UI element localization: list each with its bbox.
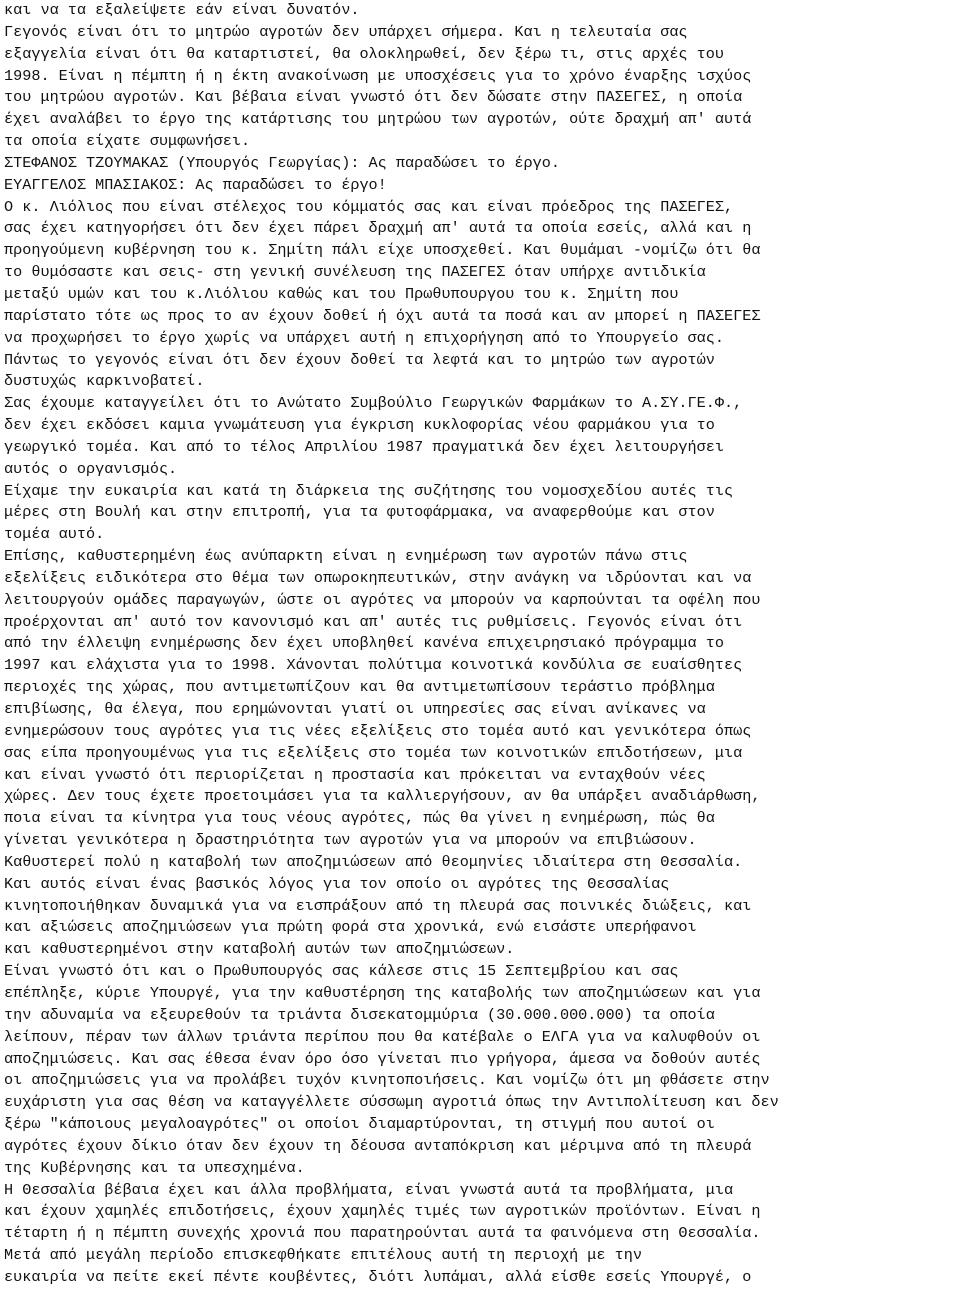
text-line: Είναι γνωστό ότι και ο Πρωθυπουργός σας κάλεσε στις 15 Σεπτεμβρίου και σας [4, 962, 679, 981]
text-line: χώρες. Δεν τους έχετε προετοιμάσει για τα καλλιεργήσουν, αν θα υπάρξει αναδιάρθωση, [4, 787, 761, 806]
text-line: να προχωρήσει το έργο χωρίς να υπάρχει αυτή η επιχορήγηση από το Υπουργείο σας. [4, 328, 725, 347]
document-page [4, 0, 958, 1289]
text-line: μεταξύ υμών και του κ.Λιόλιου καθώς και του Πρωθυπουργου του κ. Σημίτη που [4, 284, 679, 303]
text-line: από την έλλειψη ενημέρωσης δεν έχει υποβληθεί κανένα επιχειρησιακό πρόγραμμα το [4, 634, 725, 653]
text-line: και να τα εξαλείψετε εάν είναι δυνατόν. [4, 1, 360, 19]
text-line: λειτουργούν ομάδες παραγωγών, ώστε οι αγρότες να μπορούν να καρπούνται τα οφέλη που [4, 590, 761, 609]
text-line: Η Θεσσαλία βέβαια έχει και άλλα προβλήματα, είναι γνωστά αυτά τα προβλήματα, μια [4, 1180, 734, 1199]
text-line: τα οποία είχατε συμφωνήσει. [4, 132, 251, 151]
text-line: ευχάριστη για σας θέση να καταγγέλλετε σύσσωμη αγροτιά όπως την Αντιπολίτευση και δεν [4, 1093, 779, 1112]
text-line: αγρότες έχουν δίκιο όταν δεν έχουν τη δέουσα ανταπόκριση και μέριμνα από τη πλευρά [4, 1136, 752, 1155]
text-line: Σας έχουμε καταγγείλει ότι το Ανώτατο Συμβούλιο Γεωργικών Φαρμάκων το Α.ΣΥ.ΓΕ.Φ., [4, 394, 743, 413]
text-line: δυστυχώς καρκινοβατεί. [4, 372, 205, 391]
text-line: οι αποζημιώσεις για να προλάβει τυχόν κινητοποιήσεις. Και νομίζω ότι μη φθάσετε στην [4, 1071, 770, 1090]
text-line: επέπληξε, κύριε Υπουργέ, για την καθυστέρηση της καταβολής των αποζημιώσεων και για [4, 983, 761, 1002]
text-line: προηγούμενη κυβέρνηση του κ. Σημίτη πάλι είχε υποσχεθεί. Και θυμάμαι -νομίζω ότι θα [4, 241, 761, 260]
text-line: γεωργικό τομέα. Και από το τέλος Απριλίου 1987 πραγματικά δεν έχει λειτουργήσει [4, 437, 725, 456]
text-line: Και αυτός είναι ένας βασικός λόγος για τον οποίο οι αγρότες της Θεσσαλίας [4, 874, 670, 893]
text-line: και αξιώσεις αποζημιώσεων για πρώτη φορά στα χρονικά, ενώ εισάστε υπερήφανοι [4, 918, 697, 937]
text-line: δεν έχει εκδόσει καμια γνωμάτευση για έγκριση κυκλοφορίας νέου φαρμάκου για το [4, 416, 715, 435]
text-line: και έχουν χαμηλές επιδοτήσεις, έχουν χαμηλές τιμές των αγροτικών προϊόντων. Είναι η [4, 1202, 761, 1221]
text-line: Καθυστερεί πολύ η καταβολή των αποζημιώσεων από θεομηνίες ιδιαίτερα στη Θεσσαλία. [4, 852, 743, 871]
text-line: σας έχει κατηγορήσει ότι δεν έχει πάρει δραχμή απ' αυτά τα οποία εσείς, αλλά και η [4, 219, 752, 238]
text-line: Επίσης, καθυστερημένη έως ανύπαρκτη είναι η ενημέρωση των αγροτών πάνω στις [4, 547, 688, 566]
text-line: του μητρώου αγροτών. Και βέβαια είναι γνωστό ότι δεν δώσατε στην ΠΑΣΕΓΕΣ, η οποία [4, 88, 743, 107]
text-line: ποια είναι τα κίνητρα για τους νέους αγρότες, πώς θα γίνει η ενημέρωση, πώς θα [4, 809, 715, 828]
text-line: ενημερώσουν τους αγρότες για τις νέες εξελίξεις στο τομέα αυτό και γενικότερα όπως [4, 721, 752, 740]
text-line: Γεγονός είναι ότι το μητρώο αγροτών δεν υπάρχει σήμερα. Και η τελευταία σας [4, 22, 688, 41]
text-line: Είχαμε την ευκαιρία και κατά τη διάρκεια της συζήτησης του νομοσχεδίου αυτές τις [4, 481, 734, 500]
text-line: 1997 και ελάχιστα για το 1998. Χάνονται πολύτιμα κοινοτικά κονδύλια σε ευαίσθητες [4, 656, 743, 675]
text-line: ευκαιρία να πείτε εκεί πέντε κουβέντες, διότι λυπάμαι, αλλά είσθε εσείς Υπουργέ, ο [4, 1267, 752, 1286]
text-line: εξελίξεις ειδικότερα στο θέμα των οπωροκηπευτικών, στην ανάγκη να ιδρύονται και να [4, 568, 752, 587]
text-line: το θυμόσαστε και σεις- στη γενική συνέλευση της ΠΑΣΕΓΕΣ όταν υπήρχε αντιδικία [4, 263, 706, 282]
text-line: επιβίωσης, θα έλεγα, που ερημώνονται γιατί οι υπηρεσίες σας είναι ανίκανες να [4, 700, 706, 718]
text-line: περιοχές της χώρας, που αντιμετωπίζουν και θα αντιμετωπίσουν τεράστιο πρόβλημα [4, 678, 715, 697]
text-line: Πάντως το γεγονός είναι ότι δεν έχουν δοθεί τα λεφτά και το μητρώο των αγροτών [4, 350, 715, 369]
text-line: σας είπα προηγουμένως για τις εξελίξεις στο τομέα των κοινοτικών επιδοτήσεων, μια [4, 743, 743, 762]
text-line: και είναι γνωστό ότι περιορίζεται η προστασία και πρόκειται να ενταχθούν νέες [4, 765, 706, 784]
text-line: τέταρτη ή η πέμπτη συνεχής χρονιά που παρατηρούνται αυτά τα φαινόμενα στη Θεσσαλία. [4, 1224, 761, 1243]
text-line: Ο κ. Λιόλιος που είναι στέλεχος του κόμματός σας και είναι πρόεδρος της ΠΑΣΕΓΕΣ, [4, 197, 734, 216]
text-line: ξέρω "κάποιους μεγαλοαγρότες" οι οποίοι διαμαρτύρονται, τη στιγμή που αυτοί οι [4, 1115, 715, 1134]
text-line: την αδυναμία να εξευρεθούν τα τριάντα δισεκατομμύρια (30.000.000.000) τα οποία [4, 1005, 715, 1024]
text-line: αποζημιώσεις. Και σας έθεσα έναν όρο όσο γίνεται πιο γρήγορα, άμεσα να δοθούν αυτές [4, 1049, 761, 1068]
text-line: της Κυβέρνησης και τα υπεσχημένα. [4, 1158, 305, 1177]
text-line: κινητοποιήθηκαν δυναμικά για να εισπράξουν από τη πλευρά σας ποινικές διώξεις, και [4, 896, 752, 915]
text-line: μέρες στη Βουλή και στην επιτροπή, για τα φυτοφάρμακα, να αναφερθούμε και στον [4, 503, 715, 522]
text-line: έχει αναλάβει το έργο της κατάρτισης του μητρώου των αγροτών, ούτε δραχμή απ' αυτά [4, 110, 752, 129]
text-line: Μετά από μεγάλη περίοδο επισκεφθήκατε επιτέλους αυτή τη περιοχή με την [4, 1246, 642, 1265]
text-line: 1998. Είναι η πέμπτη ή η έκτη ανακοίνωση με υποσχέσεις για το χρόνο έναρξης ισχύος [4, 66, 752, 85]
text-line: και καθυστερημένοι στην καταβολή αυτών των αποζημιώσεων. [4, 940, 515, 959]
text-line: λείπουν, πέραν των άλλων τριάντα περίπου που θα κατέβαλε ο ΕΛΓΑ για να καλυφθούν οι [4, 1027, 761, 1046]
text-line: εξαγγελία είναι ότι θα καταρτιστεί, θα ολοκληρωθεί, δεν ξέρω τι, στις αρχές του [4, 44, 725, 63]
text-line: γίνεται γενικότερα η δραστηριότητα των αγροτών για να μπορούν να επιβιώσουν. [4, 831, 697, 850]
text-line: τομέα αυτό. [4, 525, 105, 544]
text-line: παρίστατο τότε ως προς το αν έχουν δοθεί ή όχι αυτά τα ποσά και αν μπορεί η ΠΑΣΕΓΕΣ [4, 306, 761, 325]
text-line: ΕΥΑΓΓΕΛΟΣ ΜΠΑΣΙΑΚΟΣ: Ας παραδώσει το έργο! [4, 175, 387, 194]
text-line: αυτός ο οργανισμός. [4, 459, 178, 478]
text-line: προέρχονται απ' αυτό τον κανονισμό και απ' αυτές τις ρυθμίσεις. Γεγονός είναι ότι [4, 612, 743, 631]
text-line: ΣΤΕΦΑΝΟΣ ΤΖΟΥΜΑΚΑΣ (Υπουργός Γεωργίας): Ας παραδώσει το έργο. [4, 153, 560, 172]
